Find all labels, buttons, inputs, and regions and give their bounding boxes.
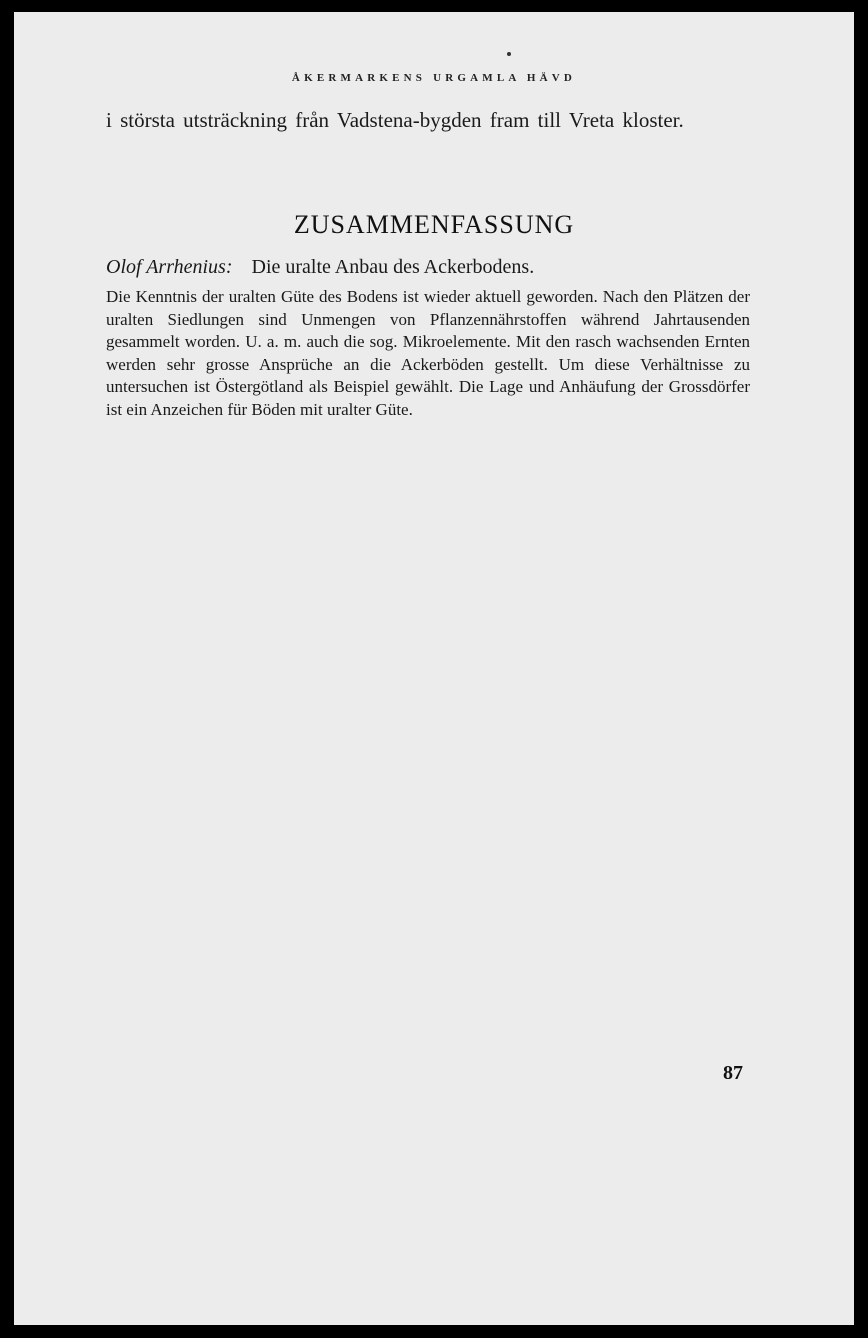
print-speck (507, 52, 511, 56)
summary-paragraph: Die Kenntnis der uralten Güte des Bodens ist wieder aktuell geworden. Nach den Plätzen der uralten Siedlungen sind Unmengen von Pflanzennährstoffen während Jahrtausenden gesammelt worden. U. a. m. auch die sog. Mikroelemente. Mit den rasch wachsenden Ernten werden sehr grosse Ansprüche an die Ackerböden gestellt. Um diese Verhältnisse zu untersuchen ist Östergötland als Beispiel gewählt. Die Lage und Anhäufung der Grossdörfer ist ein Anzeichen für Böden mit uralter Güte. (106, 287, 750, 419)
summary-title: Die uralte Anbau des Ackerbodens. (251, 256, 535, 278)
continued-paragraph: i största utsträckning från Vadstena-bygden fram till Vreta kloster. (106, 108, 684, 132)
author-name: Olof Arrhenius: (106, 256, 233, 278)
summary-byline (106, 256, 534, 279)
running-head: ÅKERMARKENS URGAMLA HÄVD (291, 72, 577, 84)
section-heading: ZUSAMMENFASSUNG (293, 210, 575, 239)
page-sheet (14, 12, 854, 1325)
page-number: 87 (723, 1062, 743, 1084)
